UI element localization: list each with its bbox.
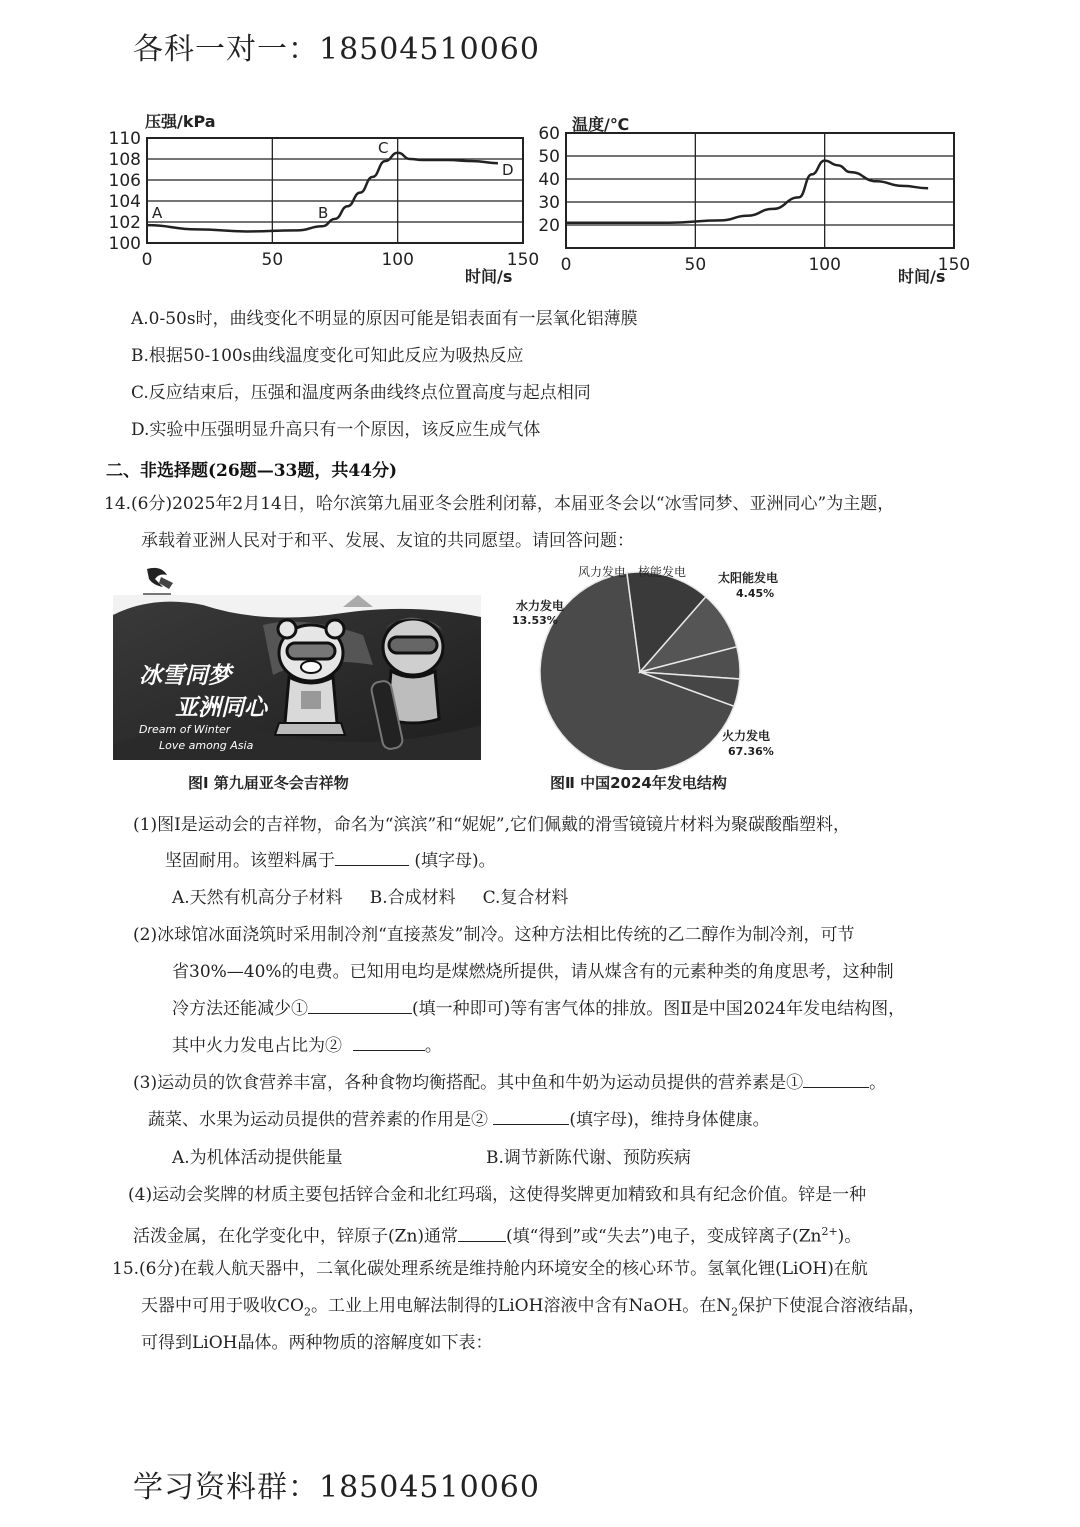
slogan-en-1: Dream of Winter bbox=[139, 723, 231, 736]
point-label-c: C bbox=[378, 139, 389, 157]
q14-p1-line2: 坚固耐用。该塑料属于 (填字母)。 bbox=[165, 851, 496, 871]
t-xtick-0: 0 bbox=[560, 255, 572, 275]
power-pie-chart bbox=[500, 560, 790, 770]
t-xtick-1: 50 bbox=[684, 255, 707, 275]
t-ytick-4: 60 bbox=[538, 124, 560, 144]
t-xtick-2: 100 bbox=[808, 255, 841, 275]
slogan-cn-1: 冰雪同梦 bbox=[139, 663, 231, 689]
t-plot-frame bbox=[566, 133, 954, 248]
header-contact: 各科一对一：18504510060 bbox=[133, 32, 540, 67]
asian-games-logo bbox=[141, 565, 181, 599]
pie-label-thermal: 火力发电 bbox=[722, 729, 771, 743]
q14-p3-line2: 蔬菜、水果为运动员提供的营养素的作用是② (填字母)，维持身体健康。 bbox=[148, 1110, 770, 1130]
q14-p1-line1: (1)图Ⅰ是运动会的吉祥物，命名为“滨滨”和“妮妮”,它们佩戴的滑雪镜镜片材料为聚碳酸酯塑料， bbox=[133, 815, 850, 835]
mascot-image bbox=[113, 595, 481, 760]
point-label-d: D bbox=[502, 161, 514, 179]
pressure-chart bbox=[105, 105, 550, 290]
p-ytick-0: 100 bbox=[108, 234, 141, 254]
t-ytick-0: 20 bbox=[538, 216, 560, 236]
t-ytick-3: 50 bbox=[538, 147, 560, 167]
q14-p2-line1: (2)冰球馆冰面浇筑时采用制冷剂“直接蒸发”制冷。这种方法相比传统的乙二醇作为制冷剂，可节 bbox=[133, 925, 855, 945]
pie-label-nuclear: 核能发电 bbox=[638, 565, 687, 579]
pie-label-thermal-pct: 67.36% bbox=[728, 745, 774, 758]
option-d: D.实验中压强明显升高只有一个原因，该反应生成气体 bbox=[131, 420, 541, 440]
p-ytick-5: 110 bbox=[108, 129, 141, 149]
q14-p3-option-a: A.为机体活动提供能量 bbox=[172, 1148, 343, 1168]
p-ytick-4: 108 bbox=[108, 150, 141, 170]
answer-blank[interactable] bbox=[353, 1034, 425, 1051]
answer-blank[interactable] bbox=[458, 1225, 506, 1242]
q14-p2-line4: 其中火力发电占比为② 。 bbox=[172, 1036, 442, 1056]
p-xtick-0: 0 bbox=[141, 250, 153, 270]
t-xtick-3: 150 bbox=[937, 255, 971, 275]
temperature-curve bbox=[566, 161, 928, 223]
q14-p4-line2: 活泼金属，在化学变化中，锌原子(Zn)通常 (填“得到”或“失去”)电子，变成锌离子$(Zn^{2+})$。 bbox=[133, 1225, 862, 1247]
t-ytick-2: 40 bbox=[538, 170, 560, 190]
q14-stem-line2: 承载着亚洲人民对于和平、发展、友谊的共同愿望。请回答问题： bbox=[141, 531, 634, 551]
point-label-a: A bbox=[152, 204, 163, 222]
p-ytick-3: 106 bbox=[108, 171, 141, 191]
p-xtick-1: 50 bbox=[261, 250, 284, 270]
q14-p4-line1: (4)运动会奖牌的材质主要包括锌合金和北红玛瑙，这使得奖牌更加精致和具有纪念价值。锌是一种 bbox=[128, 1185, 867, 1205]
temperature-ylabel: 温度/℃ bbox=[572, 115, 630, 134]
figure2-caption: 图Ⅱ 中国2024年发电结构 bbox=[550, 774, 727, 792]
pie-label-hydro-pct: 13.53% bbox=[512, 614, 558, 627]
pie-label-solar-pct: 4.45% bbox=[736, 587, 775, 600]
t-ytick-1: 30 bbox=[538, 193, 560, 213]
point-label-b: B bbox=[318, 204, 329, 222]
p-ytick-1: 102 bbox=[108, 213, 141, 233]
pressure-ylabel: 压强/kPa bbox=[145, 112, 216, 131]
section-title: 二、非选择题(26题—33题，共44分) bbox=[106, 461, 398, 481]
q14-stem-line1: 14.(6分)2025年2月14日，哈尔滨第九届亚冬会胜利闭幕，本届亚冬会以“冰雪同梦、亚洲同心”为主题， bbox=[104, 494, 895, 514]
figure1-caption: 图Ⅰ 第九届亚冬会吉祥物 bbox=[188, 774, 349, 792]
q14-p2-line3: 冷方法还能减少① (填一种即可)等有害气体的排放。图Ⅱ是中国2024年发电结构图， bbox=[172, 999, 906, 1019]
slogan-en-2: Love among Asia bbox=[159, 739, 254, 752]
q15-line1: 15.(6分)在载人航天器中，二氧化碳处理系统是维持舱内环境安全的核心环节。氢氧化锂(LiOH)在航 bbox=[112, 1259, 868, 1279]
q14-p2-line2: 省30%—40%的电费。已知用电均是煤燃烧所提供，请从煤含有的元素种类的角度思考，这种制 bbox=[172, 962, 894, 982]
temperature-chart bbox=[530, 105, 975, 290]
q15-line2: 天器中可用于吸收$CO_2$。工业上用电解法制得的LiOH溶液中含有NaOH。在$N_2$保护下使混合溶液结晶， bbox=[141, 1296, 926, 1319]
answer-blank[interactable] bbox=[308, 997, 412, 1014]
pie-label-solar: 太阳能发电 bbox=[718, 571, 779, 585]
p-ytick-2: 104 bbox=[108, 192, 141, 212]
q14-p3-line1: (3)运动员的饮食营养丰富，各种食物均衡搭配。其中鱼和牛奶为运动员提供的营养素是① 。 bbox=[133, 1073, 887, 1093]
q14-p3-option-b: B.调节新陈代谢、预防疾病 bbox=[486, 1148, 691, 1168]
option-c: C.反应结束后，压强和温度两条曲线终点位置高度与起点相同 bbox=[131, 383, 591, 403]
pie-label-wind: 风力发电 bbox=[578, 565, 627, 579]
temperature-xlabel: 时间/s bbox=[898, 267, 946, 286]
slogan-cn-2: 亚洲同心 bbox=[175, 695, 267, 721]
p-xtick-2: 100 bbox=[381, 250, 414, 270]
answer-blank[interactable] bbox=[803, 1071, 869, 1088]
option-b: B.根据50-100s曲线温度变化可知此反应为吸热反应 bbox=[131, 346, 524, 366]
answer-blank[interactable] bbox=[335, 849, 409, 866]
q14-p1-options: A.天然有机高分子材料 B.合成材料 C.复合材料 bbox=[172, 888, 569, 908]
option-a: A.0-50s时，曲线变化不明显的原因可能是铝表面有一层氧化铝薄膜 bbox=[131, 309, 638, 329]
p-xtick-3: 150 bbox=[506, 250, 540, 270]
p-plot-frame bbox=[147, 138, 523, 243]
footer-contact: 学习资料群：18504510060 bbox=[133, 1470, 540, 1505]
q15-line3: 可得到LiOH晶体。两种物质的溶解度如下表： bbox=[141, 1333, 493, 1353]
pie-label-hydro: 水力发电 bbox=[516, 599, 565, 613]
answer-blank[interactable] bbox=[493, 1108, 569, 1125]
pressure-xlabel: 时间/s bbox=[465, 267, 513, 286]
